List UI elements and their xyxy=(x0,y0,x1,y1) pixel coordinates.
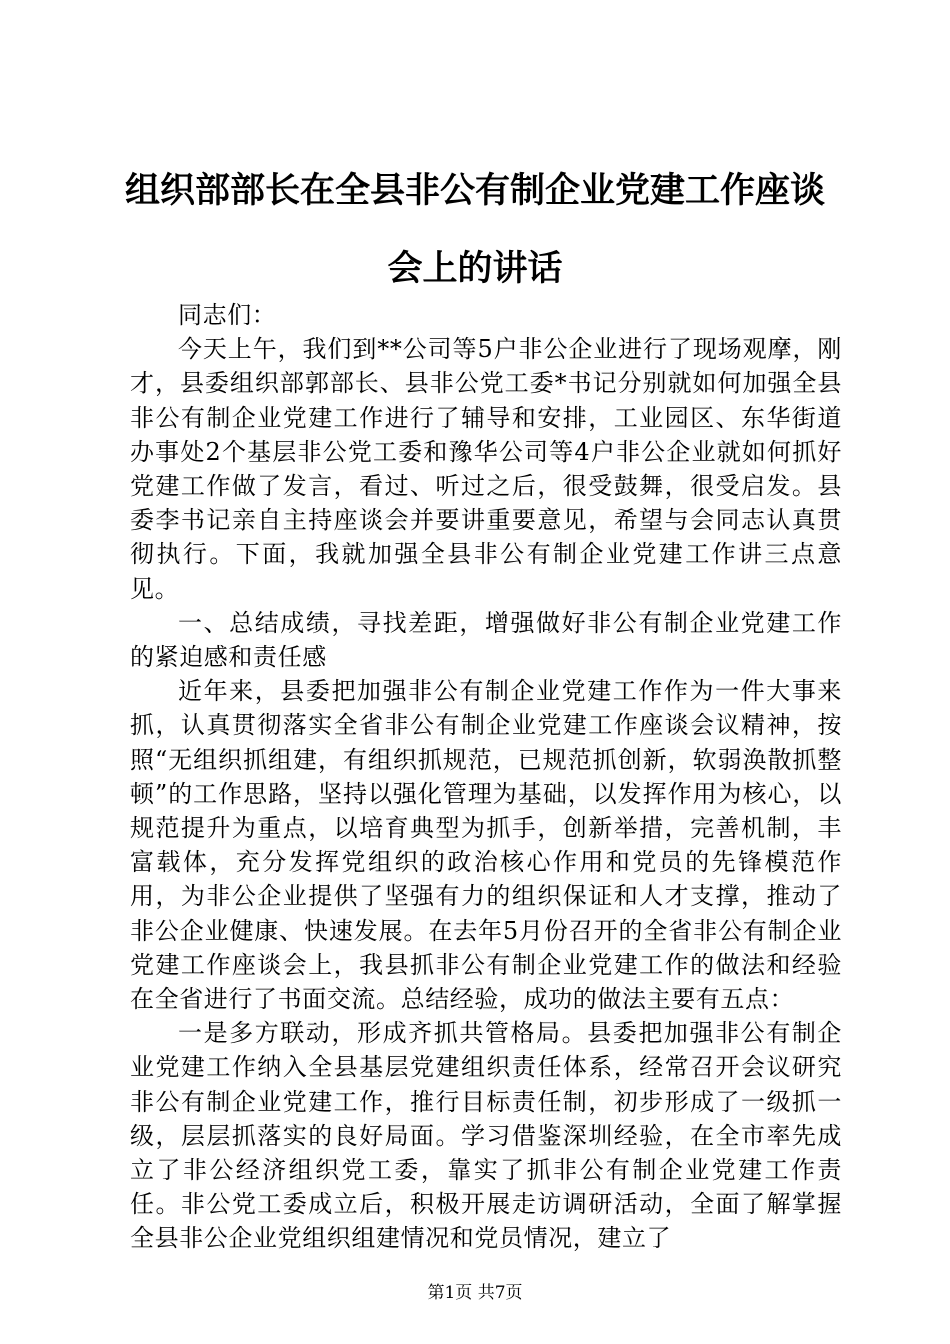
document-body xyxy=(130,298,842,1256)
title-line-2: 会上的讲话 xyxy=(387,249,563,289)
body-paragraph: 一是多方联动，形成齐抓共管格局。县委把加强非公有制企业党建工作纳入全县基层党建组织责任体系，经常召开会议研究非公有制企业党建工作，推行目标责任制，初步形成了一级抓一级，层层抓落实的良好局面。学习借鉴深圳经验，在全市率先成立了非公经济组织党工委，靠实了抓非公有制企业党建工作责任。非公党工委成立后，积极开展走访调研活动，全面了解掌握全县非公企业党组织组建情况和党员情况，建立了 xyxy=(130,1019,842,1253)
body-paragraph: 近年来，县委把加强非公有制企业党建工作作为一件大事来抓，认真贯彻落实全省非公有制企业党建工作座谈会议精神，按照“无组织抓组建，有组织抓规范，已规范抓创新，软弱涣散抓整顿”的工作思路，坚持以强化管理为基础，以发挥作用为核心，以规范提升为重点，以培育典型为抓手，创新举措，完善机制，丰富载体，充分发挥党组织的政治核心作用和党员的先锋模范作用，为非公企业提供了坚强有力的组织保证和人才支撑，推动了非公企业健康、快速发展。在去年5月份召开的全省非公有制企业党建工作座谈会上，我县抓非公有制企业党建工作的做法和经验在全省进行了书面交流。总结经验，成功的做法主要有五点： xyxy=(130,677,842,1014)
title-line-1: 组织部部长在全县非公有制企业党建工作座谈 xyxy=(124,171,825,211)
salutation-paragraph: 同志们： xyxy=(178,301,277,329)
section-heading-1: 一、总结成绩，寻找差距，增强做好非公有制企业党建工作的紧迫感和责任感 xyxy=(130,608,842,672)
document-title xyxy=(0,152,950,308)
intro-paragraph: 今天上午，我们到**公司等5户非公企业进行了现场观摩，刚才，县委组织部郭部长、县非公党工委*书记分别就如何加强全县非公有制企业党建工作进行了辅导和安排，工业园区、东华街道办事处2个基层非公党工委和豫华公司等4户非公企业就如何抓好党建工作做了发言，看过、听过之后，很受鼓舞，很受启发。县委李书记亲自主持座谈会并要讲重要意见，希望与会同志认真贯彻执行。下面，我就加强全县非公有制企业党建工作讲三点意见。 xyxy=(130,335,842,603)
page-number-footer: 第1页 共7页 xyxy=(427,1283,523,1303)
